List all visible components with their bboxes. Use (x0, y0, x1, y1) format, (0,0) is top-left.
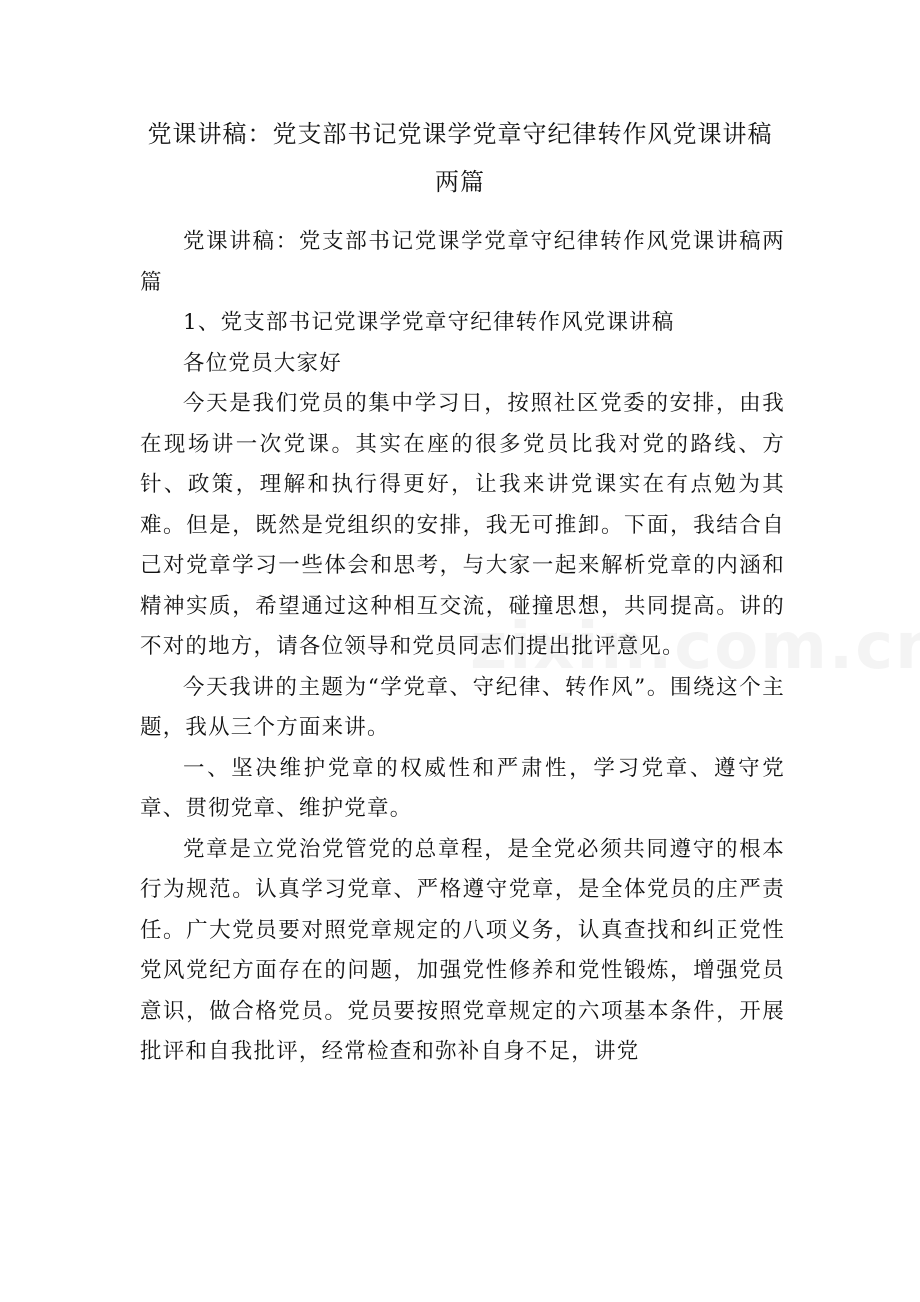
paragraph-party-constitution: 党章是立党治党管党的总章程，是全党必须共同遵守的根本行为规范。认真学习党章、严格遵守党章，是全体党员的庄严责任。广大党员要对照党章规定的八项义务，认真查找和纠正党性党风党纪方面存在的问题，加强党性修养和党性锻炼，增强党员意识，做合格党员。党员要按照党章规定的六项基本条件，开展批评和自我批评，经常检查和弥补自身不足，讲党 (140, 836, 785, 1064)
document-body (140, 222, 785, 1073)
paragraph-greeting: 各位党员大家好 (183, 350, 342, 376)
paragraph-subtitle: 党课讲稿：党支部书记党课学党章守纪律转作风党课讲稿两篇 (140, 229, 785, 295)
paragraph-theme: 今天我讲的主题为“学党章、守纪律、转作风”。围绕这个主题，我从三个方面来讲。 (140, 674, 785, 740)
paragraph-intro: 今天是我们党员的集中学习日，按照社区党委的安排，由我在现场讲一次党课。其实在座的很多党员比我对党的路线、方针、政策，理解和执行得更好，让我来讲党课实在有点勉为其难。但是，既然是党组织的安排，我无可推卸。下面，我结合自己对党章学习一些体会和思考，与大家一起来解析党章的内涵和精神实质，希望通过这种相互交流，碰撞思想，共同提高。讲的不对的地方，请各位领导和党员同志们提出批评意见。 (140, 391, 785, 659)
document-title: 党课讲稿：党支部书记党课学党章守纪律转作风党课讲稿两篇 (147, 120, 773, 196)
paragraph-point-one: 一、坚决维护党章的权威性和严肃性，学习党章、遵守党章、贯彻党章、维护党章。 (140, 755, 785, 821)
paragraph-section-heading: 1、党支部书记党课学党章守纪律转作风党课讲稿 (183, 310, 675, 335)
